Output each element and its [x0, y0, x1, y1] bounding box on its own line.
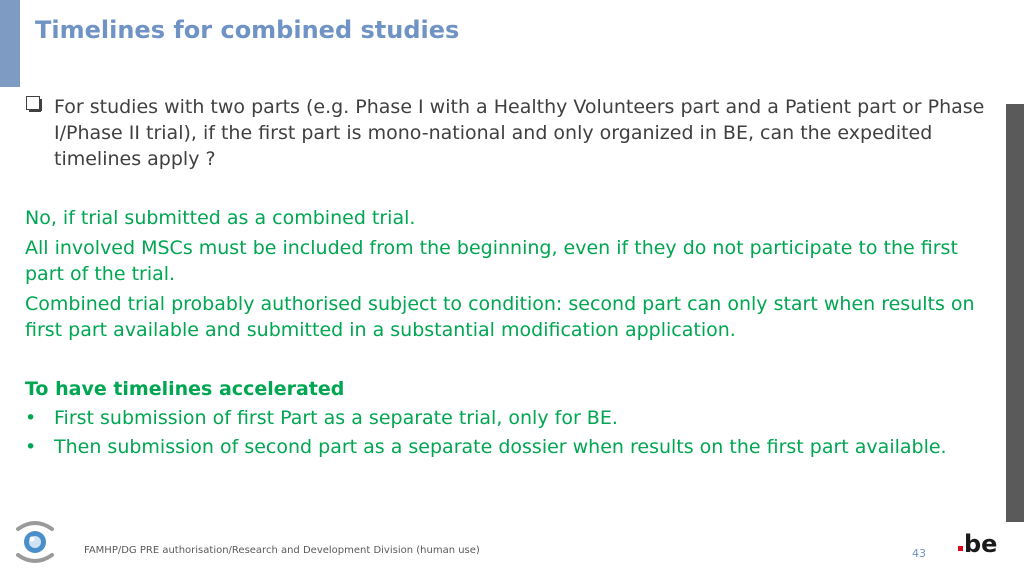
bullet-dot-icon: • [25, 436, 37, 458]
subheading: To have timelines accelerated [25, 378, 345, 400]
checkbox-bullet-icon [26, 96, 40, 110]
answer-paragraph-2: All involved MSCs must be included from the beginning, even if they do not participate to the first part of the trial. [25, 237, 958, 285]
famhp-eye-icon [14, 517, 56, 567]
question-item [25, 94, 985, 172]
svg-text:be: be [964, 530, 998, 558]
be-logo [956, 523, 1000, 559]
answer-paragraph-3: Combined trial probably authorised subject to condition: second part can only start when results on first part available and submitted in a substantial modification application. [25, 293, 975, 341]
page-number: 43 [912, 547, 926, 560]
right-side-bar [1006, 104, 1024, 522]
question-text: For studies with two parts (e.g. Phase I with a Healthy Volunteers part and a Patient part or Phase I/Phase II trial), if the first part is mono-national and only organized in BE, can the expedited timelines apply ? [54, 96, 985, 170]
bullet-dot-icon: • [25, 407, 37, 429]
bullet-item-1 [25, 405, 985, 431]
bullet-text: Then submission of second part as a separate dossier when results on the first part available. [54, 436, 947, 458]
slide-title: Timelines for combined studies [35, 16, 460, 44]
footer-text: FAMHP/DG PRE authorisation/Research and Development Division (human use) [84, 545, 480, 556]
answer-paragraph-1: No, if trial submitted as a combined trial. [25, 207, 416, 229]
slide-content [25, 94, 985, 460]
bullet-text: First submission of first Part as a separate trial, only for BE. [54, 407, 618, 429]
title-accent-bar [0, 0, 20, 87]
bullet-item-2 [25, 434, 985, 460]
